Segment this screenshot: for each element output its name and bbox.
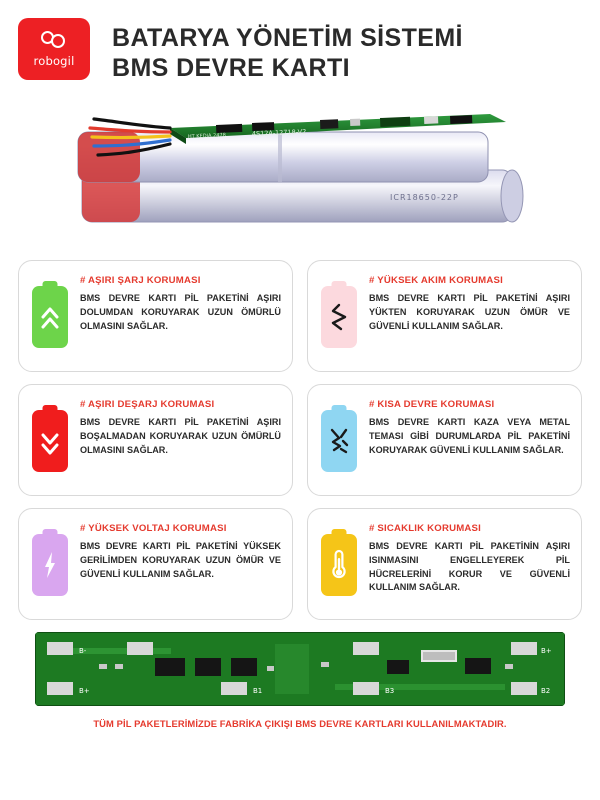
feature-body: BMS DEVRE KARTI PİL PAKETİNİ AŞIRI DOLUMDAN KORUYARAK UZUN ÖMÜRLÜ OLMASINI SAĞLAR. — [80, 293, 281, 331]
svg-text:B2: B2 — [541, 687, 551, 695]
text-cell — [369, 271, 570, 361]
battery-temperature-icon — [321, 534, 357, 596]
feature-card-overcharge — [18, 260, 293, 372]
feature-title: # AŞIRI ŞARJ KORUMASI — [80, 275, 201, 286]
text-cell — [369, 519, 570, 609]
battery-short-circuit-icon — [321, 410, 357, 472]
feature-body: BMS DEVRE KARTI PİL PAKETİNİN AŞIRI ISINMASINI ENGELLEYEREK PİL HÜCRELERİNİ KORUR VE GÜVENLİ KULLANIM SAĞLAR. — [369, 541, 570, 593]
brand-logo — [18, 18, 90, 80]
svg-text:HT KEDIA 2478: HT KEDIA 2478 — [187, 132, 226, 140]
svg-text:4S12A-12718-V2: 4S12A-12718-V2 — [251, 127, 307, 138]
feature-title: # KISA DEVRE KORUMASI — [369, 399, 495, 410]
feature-card-overvoltage — [18, 508, 293, 620]
svg-text:B1: B1 — [253, 687, 263, 695]
icon-cell — [318, 271, 360, 361]
battery-overdischarge-icon — [32, 410, 68, 472]
pcb-strip-section — [35, 632, 565, 729]
feature-title: # YÜKSEK AKIM KORUMASI — [369, 275, 503, 286]
icon-cell — [318, 395, 360, 485]
feature-title: # YÜKSEK VOLTAJ KORUMASI — [80, 523, 227, 534]
feature-card-overcurrent — [307, 260, 582, 372]
text-cell — [80, 271, 281, 361]
feature-card-grid — [18, 260, 582, 620]
footer-note: TÜM PİL PAKETLERİMİZDE FABRİKA ÇIKIŞI BMS DEVRE KARTLARI KULLANILMAKTADIR. — [93, 718, 507, 729]
feature-title: # SICAKLIK KORUMASI — [369, 523, 482, 534]
feature-title: # AŞIRI DEŞARJ KORUMASI — [80, 399, 215, 410]
text-cell — [369, 395, 570, 485]
icon-cell — [29, 519, 71, 609]
bms-board-illustration — [35, 632, 565, 706]
icon-cell — [318, 519, 360, 609]
feature-body: BMS DEVRE KARTI PİL PAKETİNİ AŞIRI YÜKTEN KORUYARAK UZUN ÖMÜR VE GÜVENLİ KULLANIM SAĞLAR. — [369, 293, 570, 331]
svg-text:B-: B- — [79, 647, 87, 655]
feature-body: BMS DEVRE KARTI KAZA VEYA METAL TEMASI GİBİ DURUMLARDA PİL PAKETİNİ KORUYARAK GÜVENLİ KULLANIM SAĞLAR. — [369, 417, 570, 455]
text-cell — [80, 519, 281, 609]
text-cell — [80, 395, 281, 485]
page-header — [0, 0, 600, 90]
page-title — [112, 18, 463, 83]
bms-board-image — [35, 632, 565, 706]
battery-overvoltage-icon — [32, 534, 68, 596]
svg-text:B+: B+ — [541, 647, 552, 655]
battery-overcurrent-icon — [321, 286, 357, 348]
svg-text:B+: B+ — [79, 687, 90, 695]
robogil-circles-logo — [41, 30, 67, 50]
page-title-line-2: BMS DEVRE KARTI — [112, 53, 350, 82]
feature-card-temperature — [307, 508, 582, 620]
icon-cell — [29, 395, 71, 485]
battery-overcharge-icon — [32, 286, 68, 348]
icon-cell — [29, 271, 71, 361]
page-title-line-1: BATARYA YÖNETİM SİSTEMİ — [112, 24, 463, 52]
hero-product-image — [20, 92, 580, 252]
feature-card-short-circuit — [307, 384, 582, 496]
svg-text:ICR18650-22P: ICR18650-22P — [390, 193, 459, 202]
feature-body: BMS DEVRE KARTI PİL PAKETİNİ AŞIRI BOŞALMADAN KORUYARAK UZUN ÖMÜRLÜ OLMASINI SAĞLAR. — [80, 417, 281, 455]
battery-pack-illustration — [20, 92, 580, 252]
brand-logo-text: robogil — [33, 54, 75, 68]
svg-text:B3: B3 — [385, 687, 395, 695]
feature-body: BMS DEVRE KARTI PİL PAKETİNİ YÜKSEK GERİLİMDEN KORUYARAK UZUN ÖMÜR VE GÜVENLİ KULLANIM SAĞLAR. — [80, 541, 281, 579]
feature-card-overdischarge — [18, 384, 293, 496]
